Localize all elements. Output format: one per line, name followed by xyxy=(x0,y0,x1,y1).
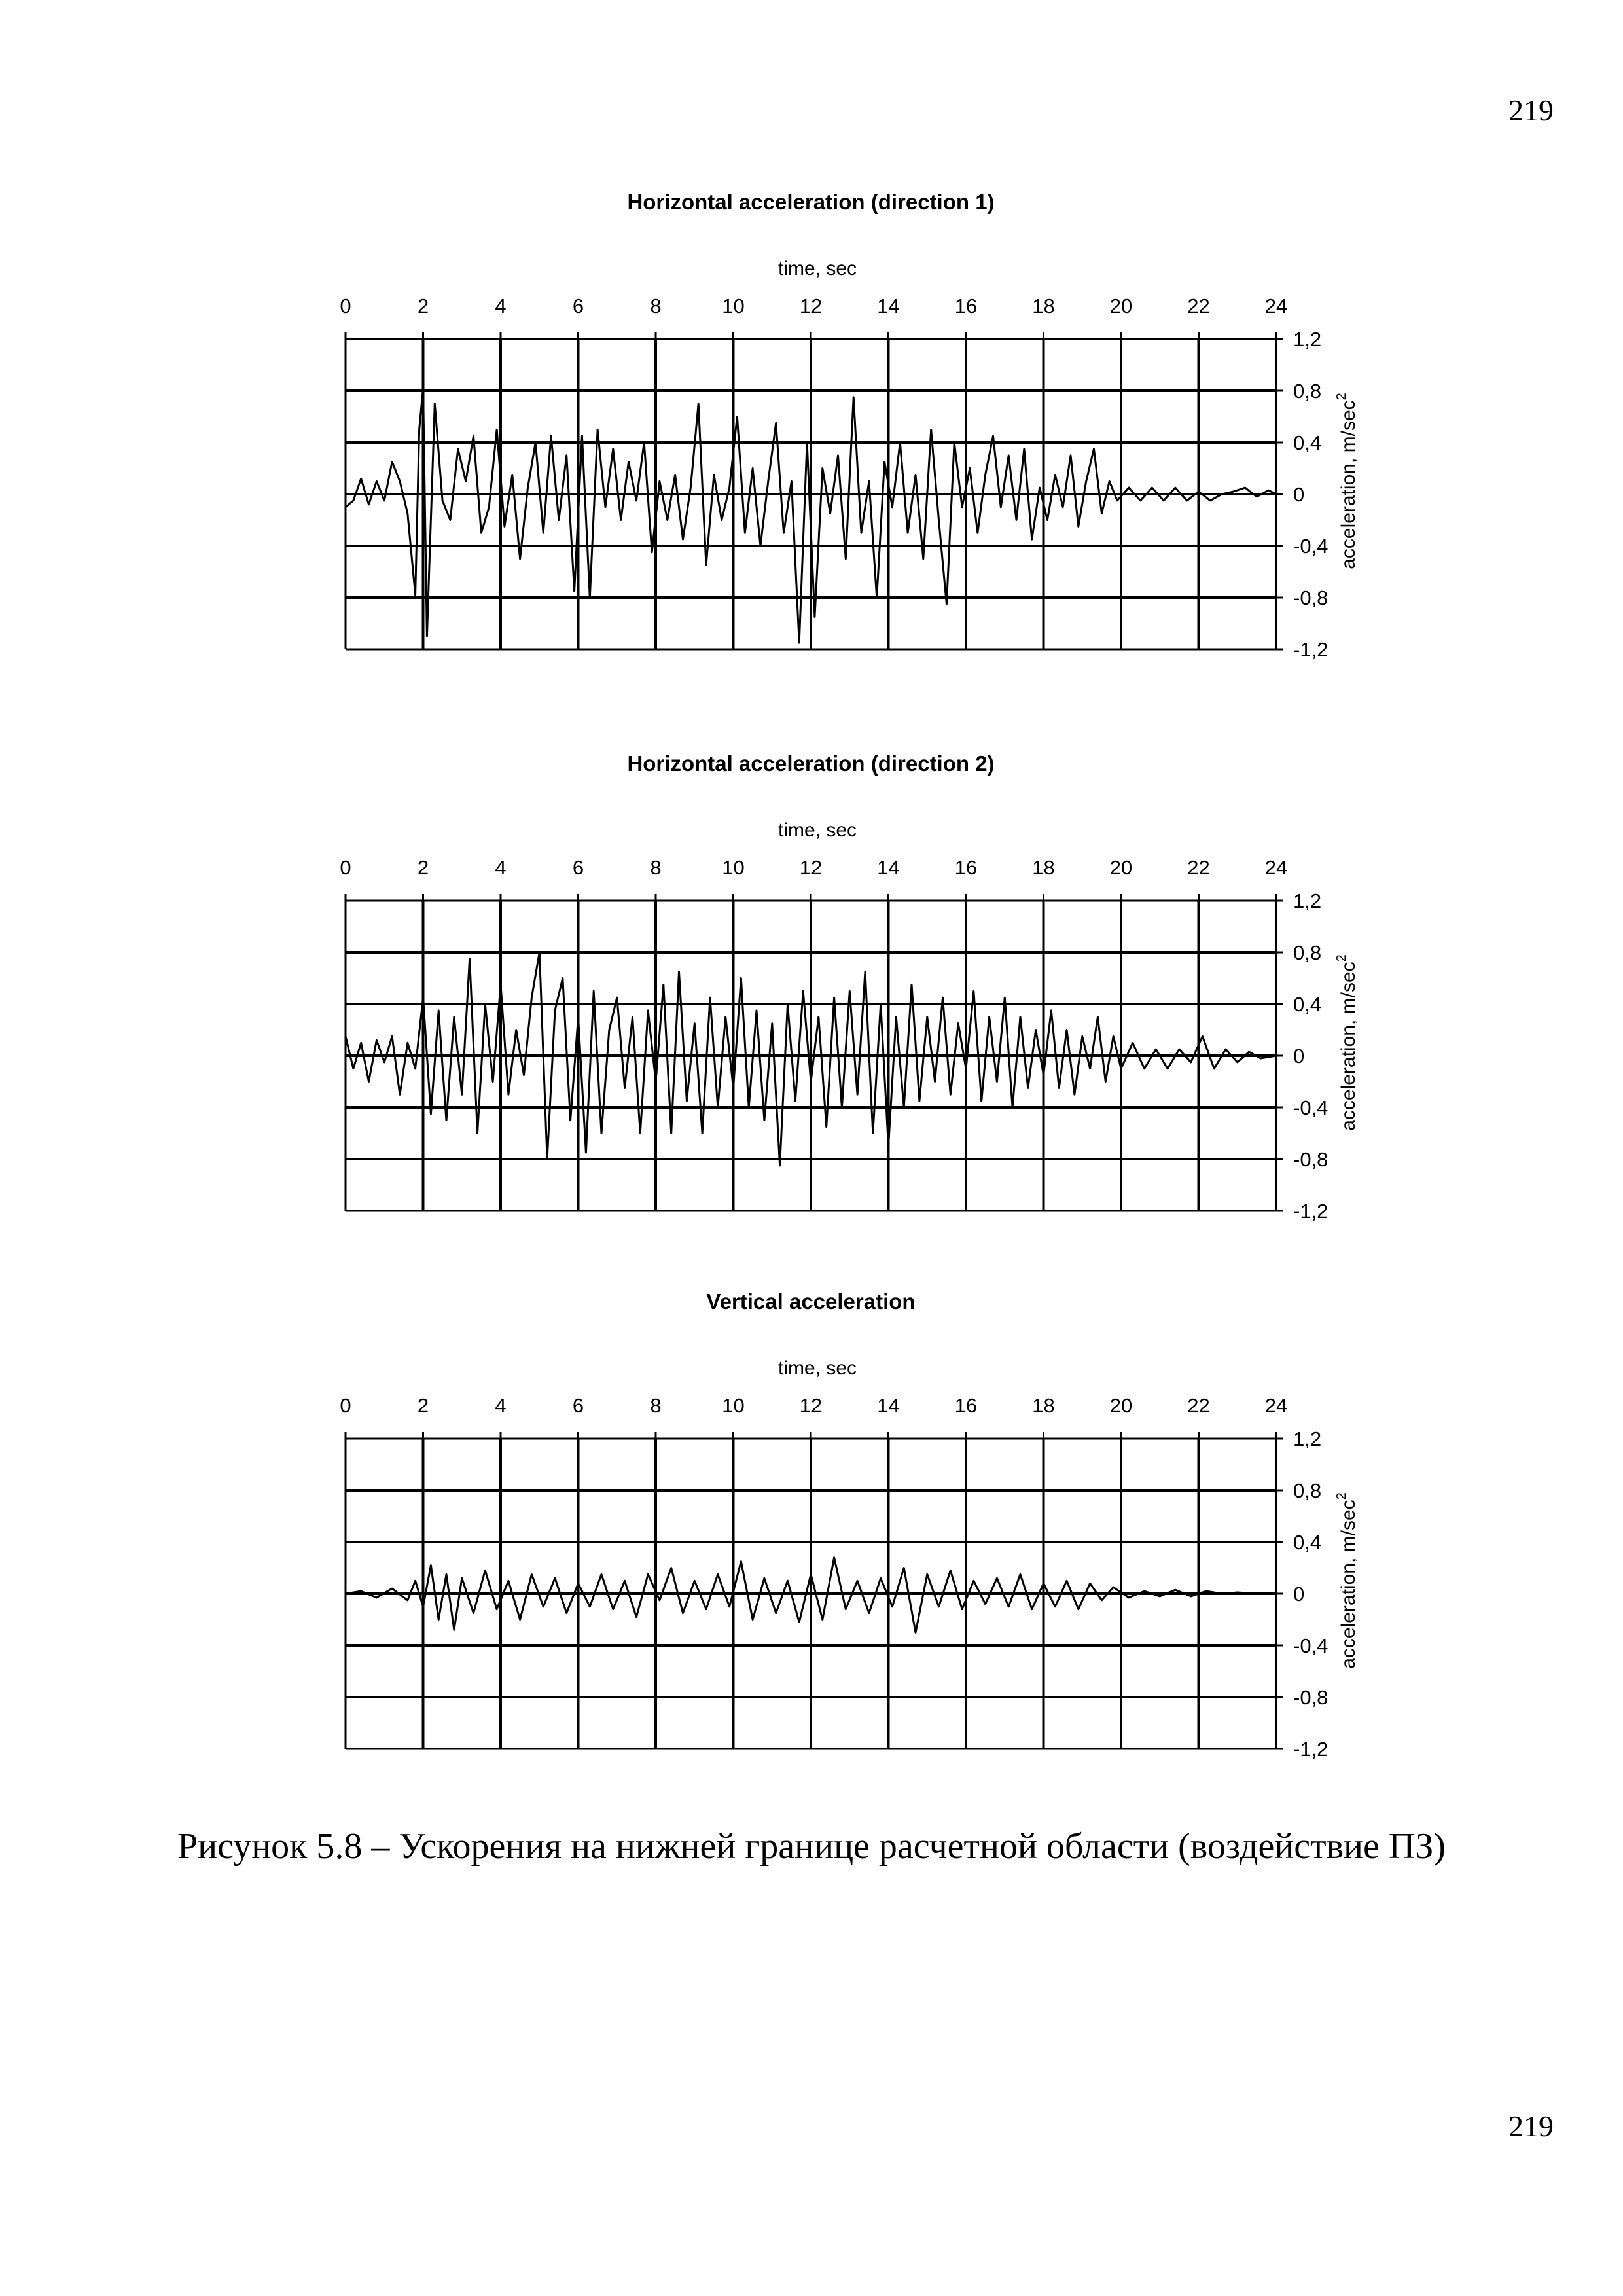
y-tick-label: 1,2 xyxy=(1293,889,1322,912)
y-axis-label-text: acceleration, m/sec xyxy=(1338,1499,1359,1669)
x-tick-label: 24 xyxy=(1264,1394,1288,1417)
y-axis-label-text: acceleration, m/sec xyxy=(1338,400,1359,569)
y-axis-label-superscript: 2 xyxy=(1334,1492,1349,1500)
y-tick-label: 0,4 xyxy=(1293,431,1322,454)
x-tick-label: 24 xyxy=(1264,295,1288,317)
x-tick-label: 0 xyxy=(340,856,351,879)
y-tick-label: 0,8 xyxy=(1293,380,1322,403)
x-tick-label: 18 xyxy=(1032,1394,1055,1417)
x-tick-label: 16 xyxy=(954,295,978,317)
x-tick-label: 10 xyxy=(722,295,745,317)
y-tick-label: 1,2 xyxy=(1293,1427,1322,1450)
x-tick-label: 2 xyxy=(417,856,429,879)
chart-title: Horizontal acceleration (direction 1) xyxy=(627,190,995,214)
x-tick-label: 20 xyxy=(1109,295,1133,317)
x-tick-label: 22 xyxy=(1187,295,1210,317)
y-tick-label: -0,8 xyxy=(1293,1686,1329,1709)
y-tick-label: -1,2 xyxy=(1293,638,1329,661)
x-tick-label: 16 xyxy=(954,1394,978,1417)
y-axis-label-superscript: 2 xyxy=(1334,393,1349,401)
x-tick-label: 12 xyxy=(799,856,823,879)
y-tick-label: -1,2 xyxy=(1293,1738,1329,1761)
y-axis-label-text: acceleration, m/sec xyxy=(1338,961,1359,1131)
y-tick-label: 0,4 xyxy=(1293,993,1322,1016)
y-axis-label xyxy=(1334,1492,1359,1669)
x-tick-label: 8 xyxy=(650,295,662,317)
y-axis-label-superscript: 2 xyxy=(1334,954,1349,962)
x-tick-label: 16 xyxy=(954,856,978,879)
x-tick-label: 24 xyxy=(1264,856,1288,879)
x-tick-label: 8 xyxy=(650,1394,662,1417)
y-tick-label: 0 xyxy=(1293,1045,1305,1067)
chart-title: Horizontal acceleration (direction 2) xyxy=(627,751,995,776)
x-tick-label: 4 xyxy=(495,295,507,317)
x-tick-label: 18 xyxy=(1032,856,1055,879)
x-tick-label: 4 xyxy=(495,1394,507,1417)
x-tick-label: 20 xyxy=(1109,856,1133,879)
x-tick-label: 10 xyxy=(722,856,745,879)
x-tick-label: 22 xyxy=(1187,1394,1210,1417)
y-tick-label: 0 xyxy=(1293,483,1305,506)
x-tick-label: 14 xyxy=(877,1394,900,1417)
x-tick-label: 6 xyxy=(572,295,584,317)
y-tick-label: -0,8 xyxy=(1293,1148,1329,1171)
x-tick-label: 6 xyxy=(572,856,584,879)
y-tick-label: 0,4 xyxy=(1293,1531,1322,1554)
x-tick-label: 2 xyxy=(417,295,429,317)
x-tick-label: 18 xyxy=(1032,295,1055,317)
page-number-top: 219 xyxy=(1508,94,1554,127)
x-tick-label: 14 xyxy=(877,295,900,317)
x-tick-label: 10 xyxy=(722,1394,745,1417)
y-tick-label: -0,8 xyxy=(1293,586,1329,609)
x-tick-label: 20 xyxy=(1109,1394,1133,1417)
y-tick-label: -0,4 xyxy=(1293,535,1329,558)
x-axis-label: time, sec xyxy=(777,1357,857,1379)
x-tick-label: 4 xyxy=(495,856,507,879)
x-tick-label: 22 xyxy=(1187,856,1210,879)
x-tick-label: 0 xyxy=(340,1394,351,1417)
y-tick-label: -1,2 xyxy=(1293,1200,1329,1223)
x-tick-label: 12 xyxy=(799,1394,823,1417)
x-tick-label: 6 xyxy=(572,1394,584,1417)
x-axis-label: time, sec xyxy=(777,819,857,841)
x-tick-label: 14 xyxy=(877,856,900,879)
y-tick-label: 1,2 xyxy=(1293,328,1322,351)
page-number-bottom: 219 xyxy=(1508,2109,1554,2143)
x-tick-label: 2 xyxy=(417,1394,429,1417)
x-tick-label: 0 xyxy=(340,295,351,317)
x-tick-label: 12 xyxy=(799,295,823,317)
x-tick-label: 8 xyxy=(650,856,662,879)
y-tick-label: 0,8 xyxy=(1293,1479,1322,1502)
y-tick-label: -0,4 xyxy=(1293,1096,1329,1119)
y-tick-label: -0,4 xyxy=(1293,1634,1329,1657)
figure-caption: Рисунок 5.8 – Ускорения на нижней границе расчетной области (воздействие ПЗ) xyxy=(177,1826,1446,1867)
y-tick-label: 0 xyxy=(1293,1583,1305,1605)
chart-title: Vertical acceleration xyxy=(706,1289,916,1314)
y-tick-label: 0,8 xyxy=(1293,941,1322,964)
x-axis-label: time, sec xyxy=(777,258,857,279)
